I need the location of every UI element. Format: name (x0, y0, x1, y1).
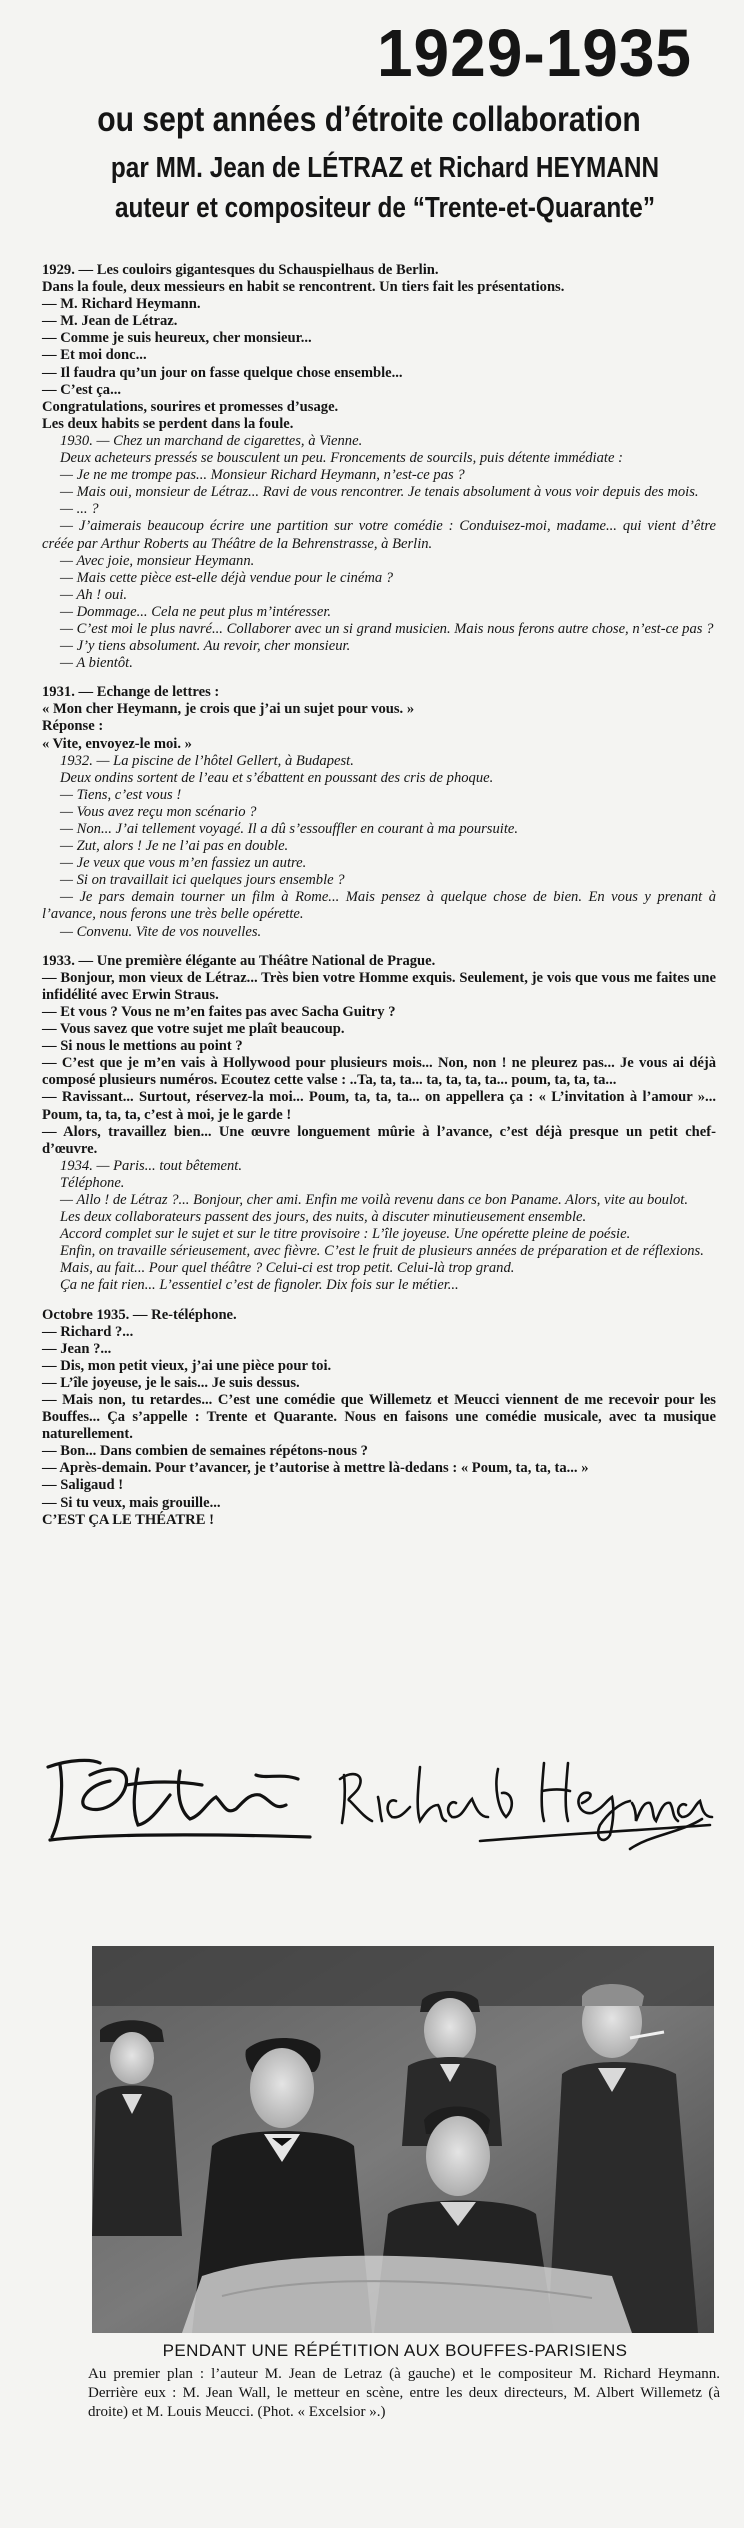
story-paragraph: Mais, au fait... Pour quel théâtre ? Celui-ci est trop petit. Celui-là trop grand. (60, 1260, 515, 1277)
paragraph-gap (42, 941, 716, 953)
story-paragraph: — Si tu veux, mais grouille... (42, 1494, 221, 1511)
headline-years: 1929-1935 (376, 15, 692, 91)
story-paragraph: — Tiens, c’est vous ! (60, 786, 182, 803)
paragraph-gap (42, 672, 716, 684)
story-paragraph: — Saligaud ! (42, 1477, 124, 1494)
story-paragraph: — J’y tiens absolument. Au revoir, cher monsieur. (60, 638, 351, 655)
story-paragraph: Accord complet sur le sujet et sur le titre provisoire : L’île joyeuse. Une opérette pleine de poésie. (60, 1226, 631, 1243)
story-paragraph: 1934. — Paris... tout bêtement. (60, 1157, 243, 1174)
story-paragraph: 1929. — Les couloirs gigantesques du Schauspielhaus de Berlin. (42, 262, 439, 278)
story-paragraph: Octobre 1935. — Re-téléphone. (42, 1306, 237, 1323)
story-paragraph: Deux acheteurs pressés se bousculent un peu. Froncements de sourcils, puis détente immédiate : (60, 450, 623, 467)
story-paragraph: — L’île joyeuse, je le sais... Je suis dessus. (42, 1374, 300, 1391)
story-paragraph: Enfin, on travaille sérieusement, avec fièvre. C’est le fruit de plusieurs années de préparation et de réflexions. (60, 1243, 704, 1260)
story-paragraph: — Mais cette pièce est-elle déjà vendue pour le cinéma ? (60, 569, 394, 586)
story-paragraph: — Mais oui, monsieur de Létraz... Ravi de vous rencontrer. Je tenais absolument à vous voir depuis des mois. (60, 484, 699, 501)
story-paragraph: — Non... J’ai tellement voyagé. Il a dû s’essouffler en courant à ma poursuite. (60, 821, 519, 837)
headline-roles: auteur et compositeur de “Trente-et-Quarante” (114, 192, 656, 224)
story-paragraph: — ... ? (60, 501, 99, 518)
story-paragraph: — Ah ! oui. (60, 586, 128, 603)
story-paragraph: — Mais non, tu retardes... C’est une comédie que Willemetz et Meucci viennent de me recevoir pour les Bouffes... Ça s’appelle : Trente et Quarante. Nous en faisons une comédie musicale, avec ta musique naturellement. (42, 1392, 716, 1443)
story-paragraph: — Vous avez reçu mon scénario ? (60, 803, 257, 820)
story-paragraph: — Dis, mon petit vieux, j’ai une pièce pour toi. (42, 1357, 332, 1374)
story-paragraph: — Il faudra qu’un jour on fasse quelque chose ensemble... (42, 364, 403, 381)
story-paragraph: — Zut, alors ! Je ne l’ai pas en double. (60, 838, 289, 855)
story-paragraph: — Alors, travaillez bien... Une œuvre longuement mûrie à l’avance, c’est déjà presque un petit chef-d’œuvre. (42, 1123, 716, 1157)
story-paragraph: Deux ondins sortent de l’eau et s’ébattent en poussant des cris de phoque. (60, 769, 494, 786)
story-paragraph: Dans la foule, deux messieurs en habit se rencontrent. Un tiers fait les présentations. (42, 279, 565, 296)
story-paragraph: C’EST ÇA LE THÉATRE ! (42, 1511, 214, 1528)
story-paragraph: — Je veux que vous m’en fassiez un autre. (60, 855, 307, 872)
story-paragraph: — Vous savez que votre sujet me plaît beaucoup. (42, 1021, 345, 1038)
story-paragraph: Les deux collaborateurs passent des jours, des nuits, à discuter minutieusement ensemble. (60, 1209, 587, 1226)
story-paragraph: 1930. — Chez un marchand de cigarettes, à Vienne. (60, 432, 363, 449)
story-paragraph: « Mon cher Heymann, je crois que j’ai un sujet pour vous. » (42, 701, 415, 718)
story-paragraph: Les deux habits se perdent dans la foule. (42, 415, 294, 432)
story-paragraph: — J’aimerais beaucoup écrire une partition sur votre comédie : Conduisez-moi, madame... qui vient d’être créée par Arthur Roberts au Théâtre de la Behrenstrasse, à Berlin. (42, 518, 716, 552)
story-paragraph: Ça ne fait rien... L’essentiel c’est de fignoler. Dix fois sur le métier... (60, 1277, 459, 1294)
rehearsal-photo (92, 1946, 714, 2333)
story-paragraph: 1933. — Une première élégante au Théâtre National de Prague. (42, 952, 436, 969)
story-paragraph: — A bientôt. (60, 655, 133, 672)
story-paragraph: — Comme je suis heureux, cher monsieur... (42, 330, 312, 347)
story-paragraph: 1932. — La piscine de l’hôtel Gellert, à Budapest. (60, 752, 354, 769)
story-paragraph: — C’est ça... (42, 381, 122, 398)
story-paragraph: — Je ne me trompe pas... Monsieur Richard Heymann, n’est-ce pas ? (60, 467, 465, 484)
story-paragraph: — Convenu. Vite de vos nouvelles. (60, 923, 262, 940)
story-paragraph: — Jean ?... (42, 1340, 112, 1357)
photo-caption-title: PENDANT UNE RÉPÉTITION AUX BOUFFES-PARISIENS (162, 2341, 628, 2360)
story-paragraph: — Si nous le mettions au point ? (42, 1038, 243, 1055)
story-paragraph: Réponse : (42, 718, 104, 735)
story-paragraph: Téléphone. (60, 1174, 125, 1191)
photo-caption-body: Au premier plan : l’auteur M. Jean de Letraz (à gauche) et le compositeur M. Richard Heymann. Derrière eux : M. Jean Wall, le metteur en scène, entre les deux directeurs, M. Albert Willemetz (à droite) et M. Louis Meucci. (Phot. « Excelsior ».) (88, 2366, 720, 2420)
story-paragraph: — Et vous ? Vous ne m’en faites pas avec Sacha Guitry ? (42, 1003, 396, 1020)
headline-byline: par MM. Jean de LÉTRAZ et Richard HEYMANN (110, 152, 660, 184)
story-paragraph: — Ravissant... Surtout, réservez-la moi... Poum, ta, ta, ta... on appellera ça : « L’invitation à l’amour »... Poum, ta, ta, ta, c’est à moi, je le garde ! (42, 1089, 716, 1123)
story-paragraph: Congratulations, sourires et promesses d’usage. (42, 398, 339, 415)
article-body (42, 262, 716, 1529)
story-paragraph: — M. Richard Heymann. (42, 296, 201, 313)
paragraph-gap (42, 1295, 716, 1307)
story-paragraph: — Avec joie, monsieur Heymann. (60, 552, 255, 569)
story-paragraph: — C’est que je m’en vais à Hollywood pour plusieurs mois... Non, non ! ne pleurez pas... Je vous ai déjà composé plusieurs numéros. Ecoutez cette valse : ..Ta, ta, ta... ta, ta, ta, ta... poum, ta, ta, ta... (42, 1055, 716, 1089)
story-paragraph: — M. Jean de Létraz. (42, 313, 178, 330)
story-paragraph: — Dommage... Cela ne peut plus m’intéresser. (60, 603, 332, 620)
story-paragraph: — Richard ?... (42, 1323, 134, 1340)
story-paragraph: — Et moi donc... (42, 347, 147, 364)
story-paragraph: — Bonjour, mon vieux de Létraz... Très bien votre Homme exquis. Seulement, je vois que vous me faites une infidélité avec Erwin Straus. (42, 969, 716, 1003)
signature-letraz (30, 1745, 330, 1855)
story-paragraph: 1931. — Echange de lettres : (42, 684, 220, 701)
story-paragraph: — Après-demain. Pour t’avancer, je t’autorise à mettre là-dedans : « Poum, ta, ta, ta... » (42, 1460, 589, 1477)
signature-heymann (330, 1745, 725, 1855)
story-paragraph: — C’est moi le plus navré... Collaborer avec un si grand musicien. Mais nous ferons autre chose, n’est-ce pas ? (60, 620, 714, 637)
story-paragraph: — Bon... Dans combien de semaines répétons-nous ? (42, 1443, 368, 1460)
headline-subtitle: ou sept années d’étroite collaboration (97, 100, 641, 139)
story-paragraph: — Je pars demain tourner un film à Rome... Mais pensez à quelque chose de bien. En vous y prenant à l’avance, nous ferons une très belle opérette. (42, 889, 716, 923)
story-paragraph: — Si on travaillait ici quelques jours ensemble ? (60, 872, 345, 889)
story-paragraph: « Vite, envoyez-le moi. » (42, 735, 192, 752)
story-paragraph: — Allo ! de Létraz ?... Bonjour, cher ami. Enfin me voilà revenu dans ce bon Paname. Alors, vite au boulot. (60, 1191, 688, 1208)
